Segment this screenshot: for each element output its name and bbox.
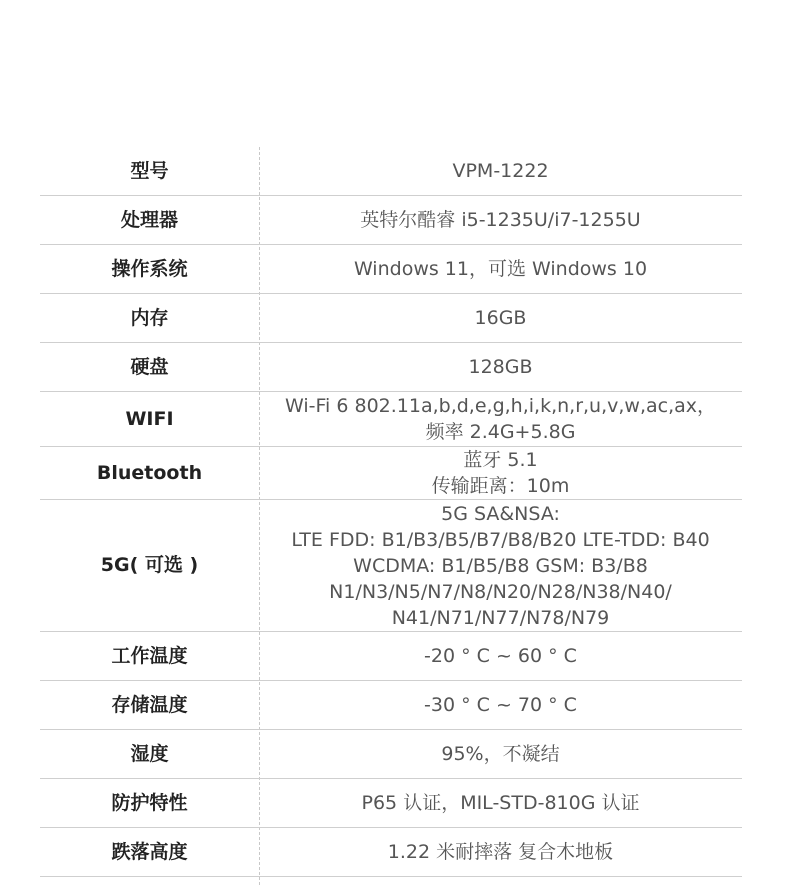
spec-key: WIFI (125, 407, 174, 430)
spec-row-os (40, 245, 742, 294)
spec-value: 英特尔酷睿 i5-1235U/i7-1255U (360, 209, 641, 231)
spec-row-protection (40, 779, 742, 828)
spec-row-5g (40, 500, 742, 632)
spec-key: 处理器 (120, 208, 178, 231)
spec-row-storage-temp (40, 681, 742, 730)
spec-value: 5G SA&NSA: LTE FDD: B1/B3/B5/B7/B8/B20 LTE-TDD: B40 WCDMA: B1/B5/B8 GSM: B3/B8 N1/N3/N5/N7/N8/N20/N28/N38/N40/ N41/N71/N77/N78/N79 (291, 502, 710, 629)
spec-key: Bluetooth (96, 461, 203, 484)
spec-value: -20 ° C ~ 60 ° C (424, 645, 577, 667)
spec-row-drop-height (40, 828, 742, 877)
spec-key: 防护特性 (111, 791, 188, 814)
spec-value: 1.22 米耐摔落 复合木地板 (387, 841, 614, 863)
spec-value: 16GB (474, 307, 527, 329)
spec-row-storage (40, 343, 742, 392)
spec-key: 5G( 可选 ) (100, 554, 199, 577)
spec-value: 95%，不凝结 (441, 743, 560, 765)
spec-value: 蓝牙 5.1 传输距离：10m (431, 449, 570, 497)
spec-key: 型号 (130, 159, 169, 182)
spec-key: 硬盘 (130, 355, 169, 378)
spec-value: Wi-Fi 6 802.11a,b,d,e,g,h,i,k,n,r,u,v,w,ac,ax， 频率 2.4G+5.8G (284, 395, 717, 443)
spec-value: 128GB (468, 356, 533, 378)
spec-key: 内存 (130, 306, 169, 329)
spec-key: 工作温度 (111, 644, 188, 667)
spec-key: 存储温度 (111, 693, 188, 716)
spec-key: 湿度 (130, 742, 169, 765)
spec-table (40, 147, 742, 877)
spec-row-model (40, 147, 742, 196)
spec-row-wifi (40, 392, 742, 447)
spec-value: P65 认证，MIL-STD-810G 认证 (361, 792, 640, 814)
spec-key: 操作系统 (111, 257, 188, 280)
spec-row-operating-temp (40, 632, 742, 681)
spec-row-bluetooth (40, 447, 742, 500)
spec-value: Windows 11，可选 Windows 10 (353, 258, 648, 280)
spec-row-memory (40, 294, 742, 343)
spec-row-processor (40, 196, 742, 245)
spec-key: 跌落高度 (111, 840, 188, 863)
spec-value: VPM-1222 (452, 160, 549, 182)
spec-value: -30 ° C ~ 70 ° C (424, 694, 577, 716)
spec-row-humidity (40, 730, 742, 779)
